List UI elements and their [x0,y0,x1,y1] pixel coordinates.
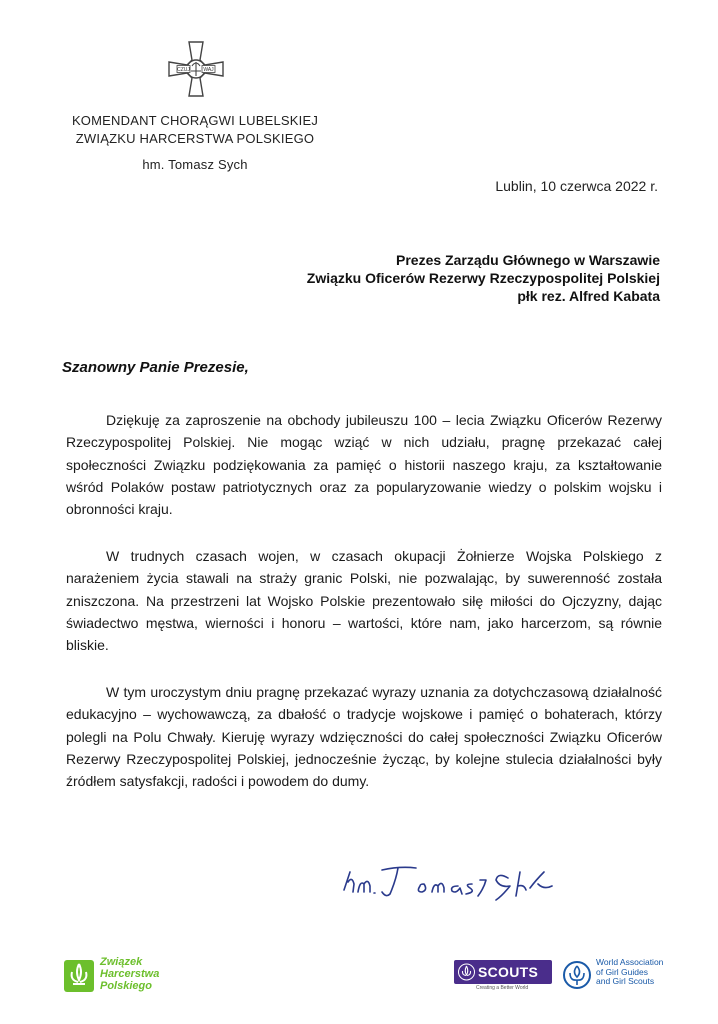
zhp-logo-text-1: Związek [100,956,143,968]
emblem-left-text: CZUJ [177,67,190,73]
header-title-line1: KOMENDANT CHORĄGWI LUBELSKIEJ [71,113,319,128]
scouts-label: SCOUTS [478,964,539,980]
emblem-right-text: WAJ [203,67,214,73]
header-author: hm. Tomasz Sych [142,157,248,172]
salutation: Szanowny Panie Prezesie, [62,359,249,376]
zhp-logo-text-3: Polskiego [100,980,152,992]
wagggs-text-1: World Association [596,957,664,967]
zhp-logo [64,956,174,1002]
world-scouts-logo [454,960,554,990]
recipient-line2: Związku Oficerów Rezerwy Rzeczypospolitej Polskiej [306,270,660,286]
handwritten-signature [340,850,580,910]
scouts-badge [454,960,552,984]
scout-cross-emblem-icon [167,40,225,98]
wagggs-text-2: of Girl Guides [596,966,648,977]
header-title-line2: ZWIĄZKU HARCERSTWA POLSKIEGO [75,131,315,146]
recipient-line3: płk rez. Alfred Kabata [517,288,660,304]
body-paragraph-2: W trudnych czasach wojen, w czasach okupacji Żołnierze Wojska Polskiego z narażeniem życia stawali na straży granic Polski, nie pozwalając, by suwerenność została zniszczona. Na przestrzeni lat Wojsko Polskie prezentowało siłę miłości do Ojczyzny, dając świadectwo męstwa, wierności i honoru – wartości, które nam, jako harcerzom, są równie bliskie. [66,548,662,654]
zhp-lily-icon [64,960,94,992]
trefoil-icon [562,960,592,990]
wagggs-text-3: and Girl Scouts [596,976,655,986]
fleur-de-lis-icon [458,963,475,981]
letter-date: Lublin, 10 czerwca 2022 r. [495,178,658,194]
recipient-line1: Prezes Zarządu Głównego w Warszawie [396,252,660,268]
zhp-logo-text-2: Harcerstwa [100,968,160,980]
wagggs-logo [562,958,682,998]
scouts-tagline: Creating a Better World [476,985,529,991]
body-paragraph-3: W tym uroczystym dniu pragnę przekazać wyrazy uznania za dotychczasową działalność edukacyjno – wychowawczą, za dbałość o tradycje wojskowe i pamięć o bohaterach, którzy polegli na Polu Chwały. Kieruję wyrazy wdzięczności do całej społeczności Związku Oficerów Rezerwy Rzeczypospolitej Polskiej, jednocześnie życząc, by kolejne stulecia działalności były źródłem satysfakcji, radości i powodem do dumy. [66,684,662,790]
body-paragraph-1: Dziękuję za zaproszenie na obchody jubileuszu 100 – lecia Związku Oficerów Rezerwy Rzeczypospolitej Polskiej. Nie mogąc wziąć w nich udziału, pragnę przekazać całej społeczności Związku podziękowania za pamięć o historii naszego kraju, za kształtowanie wśród Polaków postaw patriotycznych oraz za popularyzowanie wiedzy o polskim wojsku i obronności kraju. [66,412,662,518]
